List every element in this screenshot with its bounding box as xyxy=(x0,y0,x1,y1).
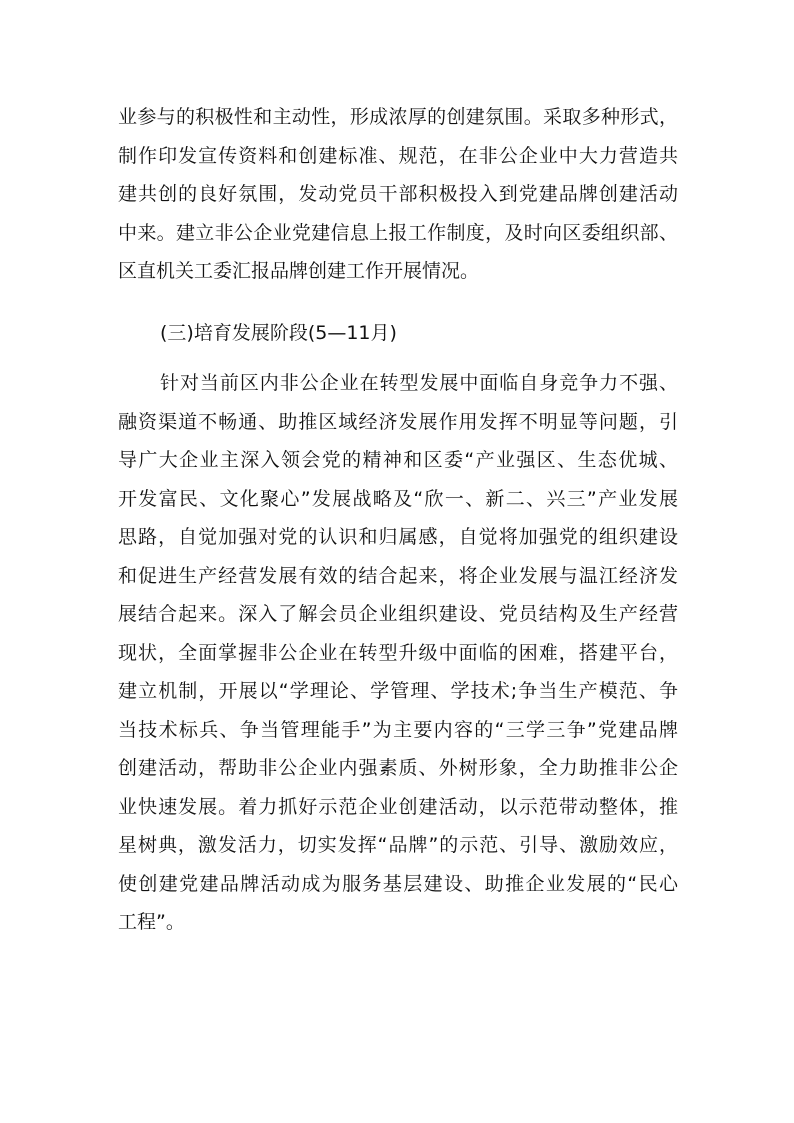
paragraph-line: 展结合起来。深入了解会员企业组织建设、党员结构及生产经营 xyxy=(118,603,678,625)
paragraph-line: 业快速发展。着力抓好示范企业创建活动，以示范带动整体，推 xyxy=(118,795,678,818)
paragraph-line: 工程”。 xyxy=(118,911,185,933)
paragraph-line: 思路，自觉加强对党的认识和归属感，自觉将加强党的组织建设 xyxy=(118,526,678,548)
paragraph-line: 融资渠道不畅通、助推区域经济发展作用发挥不明显等问题，引 xyxy=(118,410,678,433)
paragraph-line: 业参与的积极性和主动性，形成浓厚的创建氛围。采取多种形式， xyxy=(118,106,678,128)
paragraph-cultivation xyxy=(118,364,678,942)
paragraph-line: 创建活动，帮助非公企业内强素质、外树形象，全力助推非公企 xyxy=(118,757,678,779)
paragraph-line: 星树典，激发活力，切实发挥“品牌”的示范、引导、激励效应， xyxy=(118,834,678,856)
paragraph-awareness xyxy=(118,98,678,291)
paragraph-line: 建共创的良好氛围，发动党员干部积极投入到党建品牌创建活动 xyxy=(118,183,678,205)
paragraph-line: 和促进生产经营发展有效的结合起来，将企业发展与温江经济发 xyxy=(118,564,678,587)
paragraph-line: 开发富民、文化聚心”发展战略及“欣一、新二、兴三”产业发展 xyxy=(118,487,678,510)
paragraph-line: 中来。建立非公企业党建信息上报工作制度，及时向区委组织部、 xyxy=(118,221,678,244)
paragraph-line: 区直机关工委汇报品牌创建工作开展情况。 xyxy=(118,260,480,282)
section-heading: (三)培育发展阶段(5—11月) xyxy=(160,322,397,344)
paragraph-line: 建立机制，开展以“学理论、学管理、学技术;争当生产模范、争 xyxy=(118,680,678,702)
paragraph-line: 使创建党建品牌活动成为服务基层建设、助推企业发展的“民心 xyxy=(118,872,678,895)
paragraph-line: 导广大企业主深入领会党的精神和区委“产业强区、生态优城、 xyxy=(118,449,678,471)
paragraph-line: 针对当前区内非公企业在转型发展中面临自身竞争力不强、 xyxy=(160,372,678,394)
paragraph-line: 现状，全面掌握非公企业在转型升级中面临的困难，搭建平台， xyxy=(118,641,678,664)
paragraph-line: 制作印发宣传资料和创建标准、规范，在非公企业中大力营造共 xyxy=(118,144,678,167)
paragraph-line: 当技术标兵、争当管理能手”为主要内容的“三学三争”党建品牌 xyxy=(118,718,678,741)
